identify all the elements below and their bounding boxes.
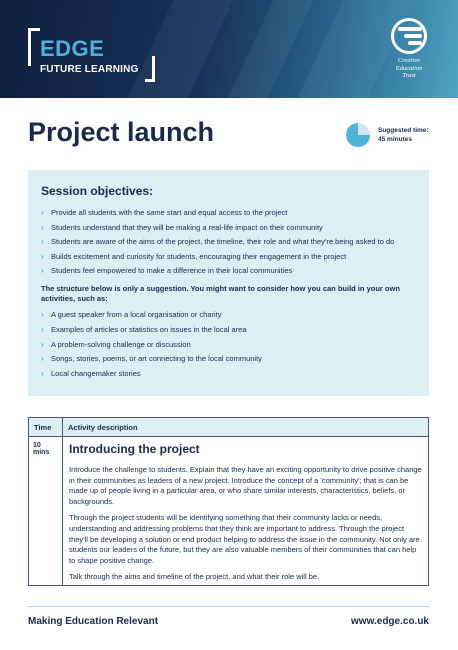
list-item-text: Builds excitement and curiosity for students, encouraging their engagement in the project (51, 251, 347, 261)
list-item-text: A problem-solving challenge or discussion (51, 339, 191, 349)
logo-bracket-right (145, 56, 155, 82)
objectives-heading: Session objectives: (41, 184, 154, 198)
activity-paragraph: Talk through the aims and timeline of the project, and what their role will be. (69, 572, 320, 582)
footer-url[interactable]: www.edge.co.uk (351, 616, 429, 627)
activity-paragraph: Introduce the challenge to students. Explain that they have an exciting opportunity to drive positive change in their communities as leaders of a new project. Introduce the concept of a 'community'; that is can be made up of people living in a particular area, or who share similar interests, characteristics, beliefs, or backgrounds. (69, 465, 422, 506)
list-item-text: Students understand that they will be making a real-life impact on their community (51, 222, 323, 232)
list-item-text: Students feel empowered to make a difference in their local communities (51, 266, 293, 276)
partner-logo (374, 18, 444, 88)
row-activity (63, 437, 428, 585)
activity-paragraph: Through the project students will be identifying something that their community lacks or needs, understanding and addressing problems that they think are important to address. Through the project they'll be developing a solution or end product helping to address the issue in the community. Not only are students our leaders of the future, but they are also valuable members of their communities that can help to shape positive change. (69, 513, 420, 565)
partner-line: Education (395, 64, 423, 72)
objectives-list (41, 208, 416, 276)
chevron-right-icon: › (41, 222, 44, 232)
list-item (41, 340, 416, 350)
footer-tagline: Making Education Relevant (28, 616, 159, 627)
list-item (41, 325, 416, 335)
list-item-text: A guest speaker from a local organisation or charity (51, 310, 222, 320)
partner-line: Trust (402, 72, 416, 79)
structure-note: The structure below is only a suggestion. You might want to consider how you can build in your own activities, such as: (41, 284, 400, 304)
partner-name (374, 57, 444, 80)
list-item (41, 252, 416, 262)
column-header-activity: Activity description (68, 423, 138, 432)
list-item-text: Provide all students with the same start and equal access to the project (51, 208, 288, 217)
logo-sub-text: FUTURE LEARNING (40, 64, 139, 75)
activity-heading: Introducing the project (69, 442, 200, 456)
chevron-right-icon: › (41, 208, 44, 217)
suggested-time-value: 45 minutes (378, 136, 412, 143)
suggestions-list (41, 310, 416, 378)
chevron-right-icon: › (41, 266, 44, 276)
partner-emblem-icon (391, 18, 427, 54)
activity-table (28, 417, 429, 586)
chevron-right-icon: › (41, 324, 44, 334)
list-item-text: Songs, stories, poems, or art connecting to the local community (51, 354, 262, 364)
page-title: Project launch (28, 117, 215, 147)
column-header-time: Time (29, 418, 63, 436)
chevron-right-icon: › (41, 237, 44, 247)
edge-logo (28, 28, 158, 82)
partner-line: Creative (397, 57, 421, 64)
chevron-right-icon: › (41, 251, 44, 261)
chevron-right-icon: › (41, 354, 44, 364)
suggested-time-label: Suggested time: (378, 127, 429, 134)
logo-main-text: EDGE (40, 36, 105, 61)
objectives-panel (28, 170, 429, 396)
footer-divider (28, 606, 429, 607)
list-item (41, 237, 416, 247)
table-header (29, 418, 428, 437)
list-item-text: Local changemaker stories (51, 368, 141, 378)
list-item (41, 208, 416, 218)
suggested-time (378, 126, 429, 144)
list-item-text: Examples of articles or statistics on issues in the local area (51, 324, 247, 334)
list-item (41, 354, 416, 364)
list-item (41, 369, 416, 379)
chevron-right-icon: › (41, 339, 44, 349)
list-item (41, 310, 416, 320)
chevron-right-icon: › (41, 310, 44, 320)
clock-pie-icon (346, 123, 370, 147)
list-item-text: Students are aware of the aims of the project, the timeline, their role and what they're being asked to do (51, 237, 395, 247)
list-item (41, 223, 416, 233)
chevron-right-icon: › (41, 368, 44, 378)
list-item (41, 266, 416, 276)
logo-bracket-left (28, 28, 40, 66)
table-row (29, 437, 428, 585)
row-time: 10 mins (29, 437, 63, 585)
header-banner (0, 0, 458, 98)
